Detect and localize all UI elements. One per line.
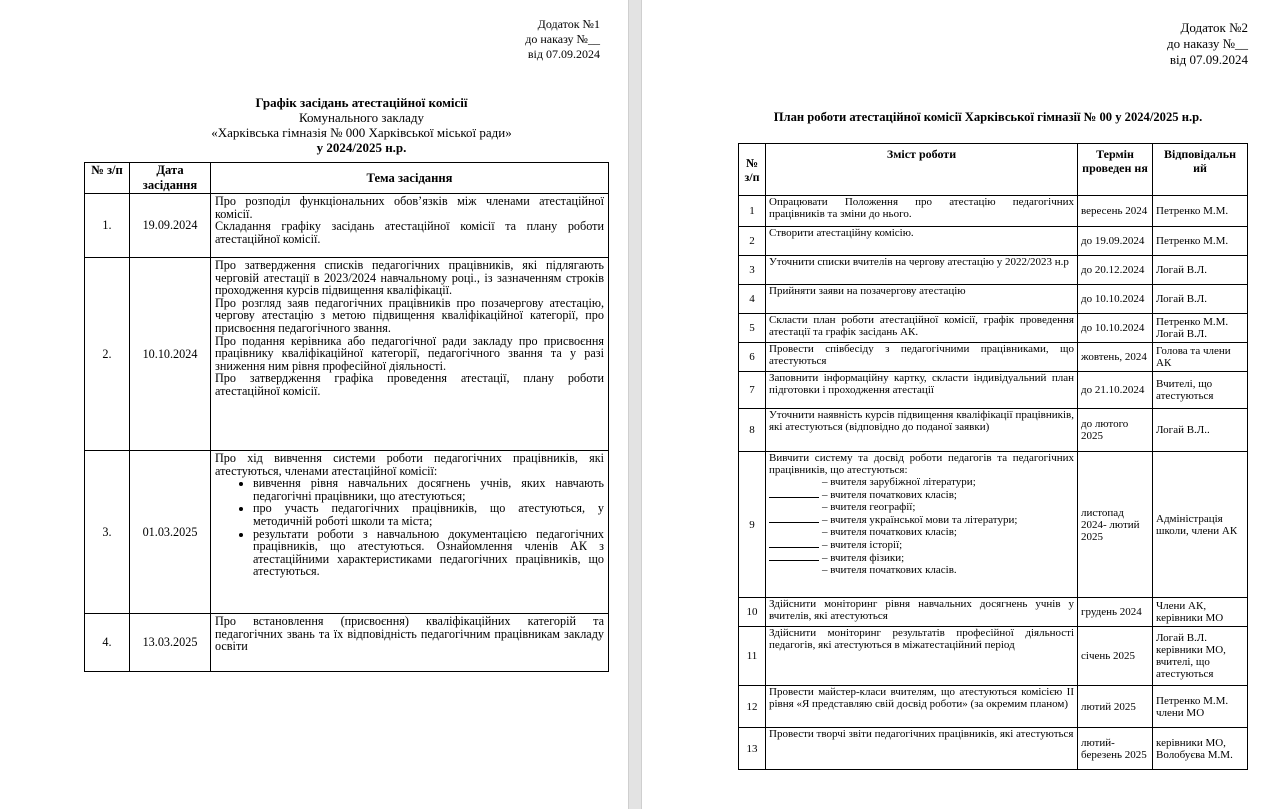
academic-year: у 2024/2025 н.р. [316,140,407,155]
row-number: 12 [739,686,766,728]
row-number: 5 [739,314,766,343]
annex-line: до наказу №__ [525,32,600,46]
task-content: Заповнити інформаційну картку, скласти індивідуальний план підготовки і проходження атестації [766,372,1078,409]
col-header-date: Дата засідання [130,163,211,194]
table-row [739,256,1248,285]
teacher-list-text: – вчителя початкових класів; [822,526,957,538]
table-row [739,686,1248,728]
table-row [739,343,1248,372]
table-row [739,409,1248,452]
teacher-list-text: – вчителя української мови та літератури; [822,514,1018,526]
task-deadline: до лютого 2025 [1078,409,1153,452]
table-row [739,627,1248,686]
task-content: Здійснити моніторинг результатів професійної діяльності педагогів, які атестуються в міжатестаційний період [766,627,1078,686]
schedule-title: Графік засідань атестаційної комісії [255,95,468,110]
annex-header [1167,20,1248,68]
task-responsible: Вчителі, що атестуються [1153,372,1248,409]
topic-paragraph: Про затвердження графіка проведення атестації, плану роботи атестаційної комісії. [215,371,604,398]
task-content: Здійснити моніторинг рівня навчальних досягнень учнів у вчителів, які атестуються [766,598,1078,627]
table-row [739,372,1248,409]
task-deadline: лютий- березень 2025 [1078,728,1153,770]
plan-title: План роботи атестаційної комісії Харківської гімназії № 00 у 2024/2025 н.р. [773,110,1203,124]
col-header-number: № з/п [85,163,130,194]
col-header-responsible: Відповідальн ий [1153,144,1248,196]
work-plan-table [738,143,1248,770]
page-separator [628,0,642,809]
task-content: Провести майстер-класи вчителям, що атестуються комісією ІІ рівня «Я представляю свій досвід роботи» (за окремим планом) [766,686,1078,728]
meeting-date: 13.03.2025 [130,614,211,672]
annex-header [525,17,600,62]
teacher-list-text: – вчителя історії; [822,539,903,551]
table-row [85,614,609,672]
row-number: 7 [739,372,766,409]
task-content: Скласти план роботи атестаційної комісії, графік проведення атестації та графік засідань АК. [766,314,1078,343]
table-row [739,227,1248,256]
annex-line: до наказу №__ [1167,36,1248,51]
table-row [739,452,1248,598]
meeting-topic [211,614,609,672]
col-header-topic: Тема засідання [211,163,609,194]
row-number: 11 [739,627,766,686]
teacher-list-item [769,488,1074,501]
row-number: 13 [739,728,766,770]
row-number: 3. [85,451,130,614]
row-number: 1 [739,196,766,227]
meeting-date: 19.09.2024 [130,194,211,258]
table-row [85,194,609,258]
row-number: 1. [85,194,130,258]
topic-paragraph: Про хід вивчення системи роботи педагогічних працівників, які атестуються, членами атестаційної комісії: [215,451,604,478]
document-page-2 [642,0,1274,809]
teacher-list-text: – вчителя зарубіжної літератури; [822,476,976,488]
task-deadline: вересень 2024 [1078,196,1153,227]
task-content: Уточнити наявність курсів підвищення кваліфікації працівників, які атестуються (відповідно до поданої заявки) [766,409,1078,452]
task-deadline: до 20.12.2024 [1078,256,1153,285]
topic-paragraph: Про розподіл функціональних обов’язків між членами атестаційної комісії. [215,194,604,221]
table-row [739,314,1248,343]
row-number: 2 [739,227,766,256]
annex-line: Додаток №1 [537,17,600,31]
task-deadline: до 10.10.2024 [1078,285,1153,314]
teacher-list-item [769,476,1074,488]
table-header-row [739,144,1248,196]
task-content: Прийняти заяви на позачергову атестацію [766,285,1078,314]
row-number: 3 [739,256,766,285]
document-page-1 [0,0,628,809]
blank-line [769,538,819,548]
bullet-item: • про участь педагогічних працівників, що атестуються, у методичній роботі школи та міста; [253,502,604,527]
task-deadline: листопад 2024- лютий 2025 [1078,452,1153,598]
annex-line: від 07.09.2024 [527,47,600,61]
task-content: Уточнити списки вчителів на чергову атестацію у 2022/2023 н.р [766,256,1078,285]
task-content: Опрацювати Положення про атестацію педагогічних працівників та зміни до нього. [766,196,1078,227]
bullet-item: • вивчення рівня навчальних досягнень учнів, яких навчають педагогічні працівники, що атестуються; [253,477,604,502]
task-text: Вивчити систему та досвід роботи педагогів та педагогічних працівників, що атестуються: [769,452,1074,476]
row-number: 6 [739,343,766,372]
meetings-schedule-table [84,162,609,672]
task-responsible: Логай В.Л.. [1153,409,1248,452]
topic-paragraph: Про затвердження списків педагогічних працівників, які підлягають черговій атестації в 2023/2024 навчальному році., із зазначенням строків проходження курсів підвищення кваліфікації. [215,258,604,298]
teacher-list-item [769,564,1074,576]
row-number: 8 [739,409,766,452]
row-number: 4. [85,614,130,672]
meeting-topic [211,194,609,258]
row-number: 9 [739,452,766,598]
table-row [85,258,609,451]
topic-paragraph: Про встановлення (присвоєння) кваліфікаційних категорій та педагогічних звань та їх відповідність педагогічним працівникам закладу освіти [215,614,604,654]
col-header-number: № з/п [739,144,766,196]
task-deadline: до 10.10.2024 [1078,314,1153,343]
task-responsible: Петренко М.М. [1153,196,1248,227]
table-row [739,728,1248,770]
col-header-content: Зміст роботи [766,144,1078,196]
meeting-topic [211,258,609,451]
blank-line [769,551,819,561]
table-row [85,451,609,614]
row-number: 10 [739,598,766,627]
teacher-list-text: – вчителя фізики; [822,552,905,564]
topic-bullet-list [215,477,604,578]
blank-line [769,488,819,498]
teacher-list-item [769,501,1074,513]
task-responsible: Члени АК, керівники МО [1153,598,1248,627]
col-header-deadline: Термін проведен ня [1078,144,1153,196]
meeting-date: 01.03.2025 [130,451,211,614]
teacher-list-item [769,538,1074,551]
task-content: Створити атестаційну комісію. [766,227,1078,256]
blank-line [769,513,819,523]
schedule-heading [84,95,628,155]
task-content: Провести творчі звіти педагогічних працівників, які атестуються [766,728,1078,770]
row-number: 2. [85,258,130,451]
teacher-list-text: – вчителя географії; [822,501,916,513]
task-deadline: до 19.09.2024 [1078,227,1153,256]
bullet-item: • результати роботи з навчальною документацією педагогічних працівників, що атестуються. Ознайомлення членів АК з атестаційними характеристиками педагогічних працівників, що атестуються. [253,528,604,578]
task-responsible: Петренко М.М. члени МО [1153,686,1248,728]
task-responsible: Адміністрація школи, члени АК [1153,452,1248,598]
teacher-list-item [769,513,1074,526]
topic-paragraph: Складання графіку засідань атестаційної комісії та плану роботи атестаційної комісії. [215,219,604,246]
task-deadline: жовтень, 2024 [1078,343,1153,372]
institution-line: Комунального закладу [298,110,425,125]
teacher-list-item [769,526,1074,538]
institution-name: «Харківська гімназія № 000 Харківської міської ради» [211,125,512,140]
meeting-topic [211,451,609,614]
task-deadline: лютий 2025 [1078,686,1153,728]
task-responsible: Логай В.Л. керівники МО, вчителі, що атестуються [1153,627,1248,686]
topic-paragraph: Про подання керівника або педагогічної ради закладу про присвоєння працівнику кваліфікаційної категорії, педагогічного звання та у разі зниження ним рівня професійної діяльності. [215,333,604,373]
table-row [739,285,1248,314]
task-responsible: Голова та члени АК [1153,343,1248,372]
annex-line: від 07.09.2024 [1169,52,1248,67]
task-content [766,452,1078,598]
teacher-list-text: – вчителя початкових класів; [822,489,957,501]
table-row [739,196,1248,227]
table-header-row [85,163,609,194]
topic-paragraph: Про розгляд заяв педагогічних працівників про позачергову атестацію, чергову атестацію з метою підвищення кваліфікаційної категорії, про присвоєння педагогічного звання. [215,295,604,335]
task-responsible: керівники МО, Волобуєва М.М. [1153,728,1248,770]
task-content: Провести співбесіду з педагогічними працівниками, що атестуються [766,343,1078,372]
task-deadline: до 21.10.2024 [1078,372,1153,409]
task-responsible: Петренко М.М. [1153,227,1248,256]
row-number: 4 [739,285,766,314]
task-deadline: січень 2025 [1078,627,1153,686]
annex-line: Додаток №2 [1180,20,1248,35]
teacher-list-item [769,551,1074,564]
task-deadline: грудень 2024 [1078,598,1153,627]
table-row [739,598,1248,627]
task-responsible: Петренко М.М. Логай В.Л. [1153,314,1248,343]
meeting-date: 10.10.2024 [130,258,211,451]
task-responsible: Логай В.Л. [1153,256,1248,285]
task-responsible: Логай В.Л. [1153,285,1248,314]
teacher-list-text: – вчителя початкових класів. [822,564,957,576]
